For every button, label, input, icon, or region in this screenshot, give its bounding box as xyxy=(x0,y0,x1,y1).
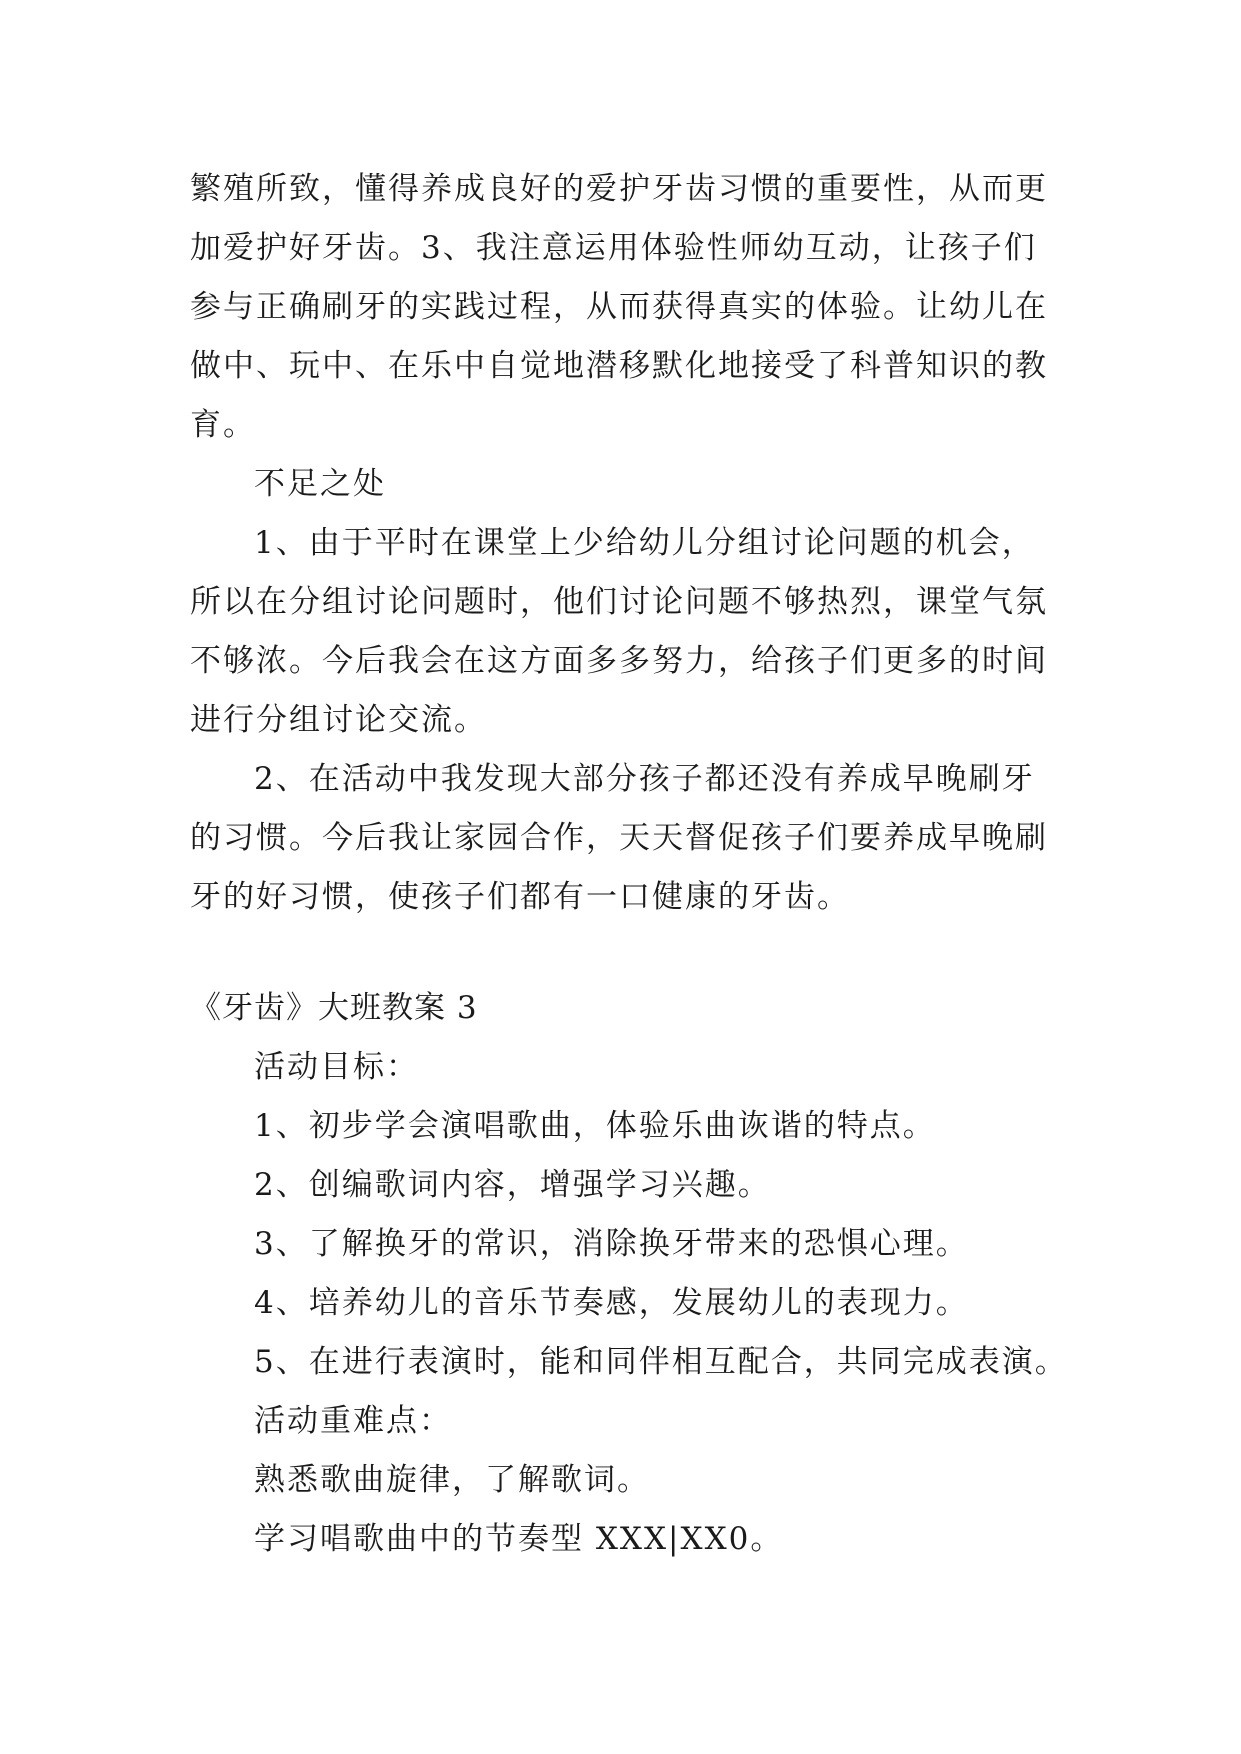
text-line: 的习惯。今后我让家园合作，天天督促孩子们要养成早晚刷 xyxy=(190,820,1048,856)
text-line: 进行分组讨论交流。 xyxy=(190,702,487,738)
section-spacer xyxy=(190,927,1070,979)
text-line: 所以在分组讨论问题时，他们讨论问题不够热烈，课堂气氛 xyxy=(190,584,1048,620)
goal-item: 1、初步学会演唱歌曲，体验乐曲诙谐的特点。 xyxy=(254,1108,936,1144)
intro-paragraph xyxy=(190,160,1070,455)
key-point-item: 学习唱歌曲中的节奏型 XXX|XX0。 xyxy=(254,1521,784,1557)
goal-item: 2、创编歌词内容，增强学习兴趣。 xyxy=(254,1167,771,1203)
text-line: 2、在活动中我发现大部分孩子都还没有养成早晚刷牙 xyxy=(254,761,1035,797)
goals-list xyxy=(190,1097,1070,1392)
key-points-list xyxy=(190,1451,1070,1569)
text-line: 繁殖所致，懂得养成良好的爱护牙齿习惯的重要性，从而更 xyxy=(190,171,1048,207)
text-line: 1、由于平时在课堂上少给幼儿分组讨论问题的机会， xyxy=(254,525,1035,561)
lesson-title: 《牙齿》大班教案 3 xyxy=(190,990,478,1026)
key-points-heading: 活动重难点： xyxy=(254,1403,452,1439)
text-line: 加爱护好牙齿。3、我注意运用体验性师幼互动，让孩子们 xyxy=(190,230,1037,266)
key-point-item: 熟悉歌曲旋律，了解歌词。 xyxy=(254,1462,650,1498)
text-line: 不够浓。今后我会在这方面多多努力，给孩子们更多的时间 xyxy=(190,643,1048,679)
shortcomings-heading: 不足之处 xyxy=(254,466,386,502)
text-line: 牙的好习惯，使孩子们都有一口健康的牙齿。 xyxy=(190,879,850,915)
text-line: 做中、玩中、在乐中自觉地潜移默化地接受了科普知识的教 xyxy=(190,348,1048,384)
text-line: 参与正确刷牙的实践过程，从而获得真实的体验。让幼儿在 xyxy=(190,289,1048,325)
goal-item: 5、在进行表演时，能和同伴相互配合，共同完成表演。 xyxy=(254,1344,1068,1380)
goals-heading: 活动目标： xyxy=(254,1049,419,1085)
text-line: 育。 xyxy=(190,407,256,443)
shortcoming-paragraph-1 xyxy=(190,514,1070,750)
goal-item: 3、了解换牙的常识，消除换牙带来的恐惧心理。 xyxy=(254,1226,969,1262)
shortcoming-paragraph-2 xyxy=(190,750,1070,927)
document-body xyxy=(190,160,1070,1569)
goal-item: 4、培养幼儿的音乐节奏感，发展幼儿的表现力。 xyxy=(254,1285,969,1321)
